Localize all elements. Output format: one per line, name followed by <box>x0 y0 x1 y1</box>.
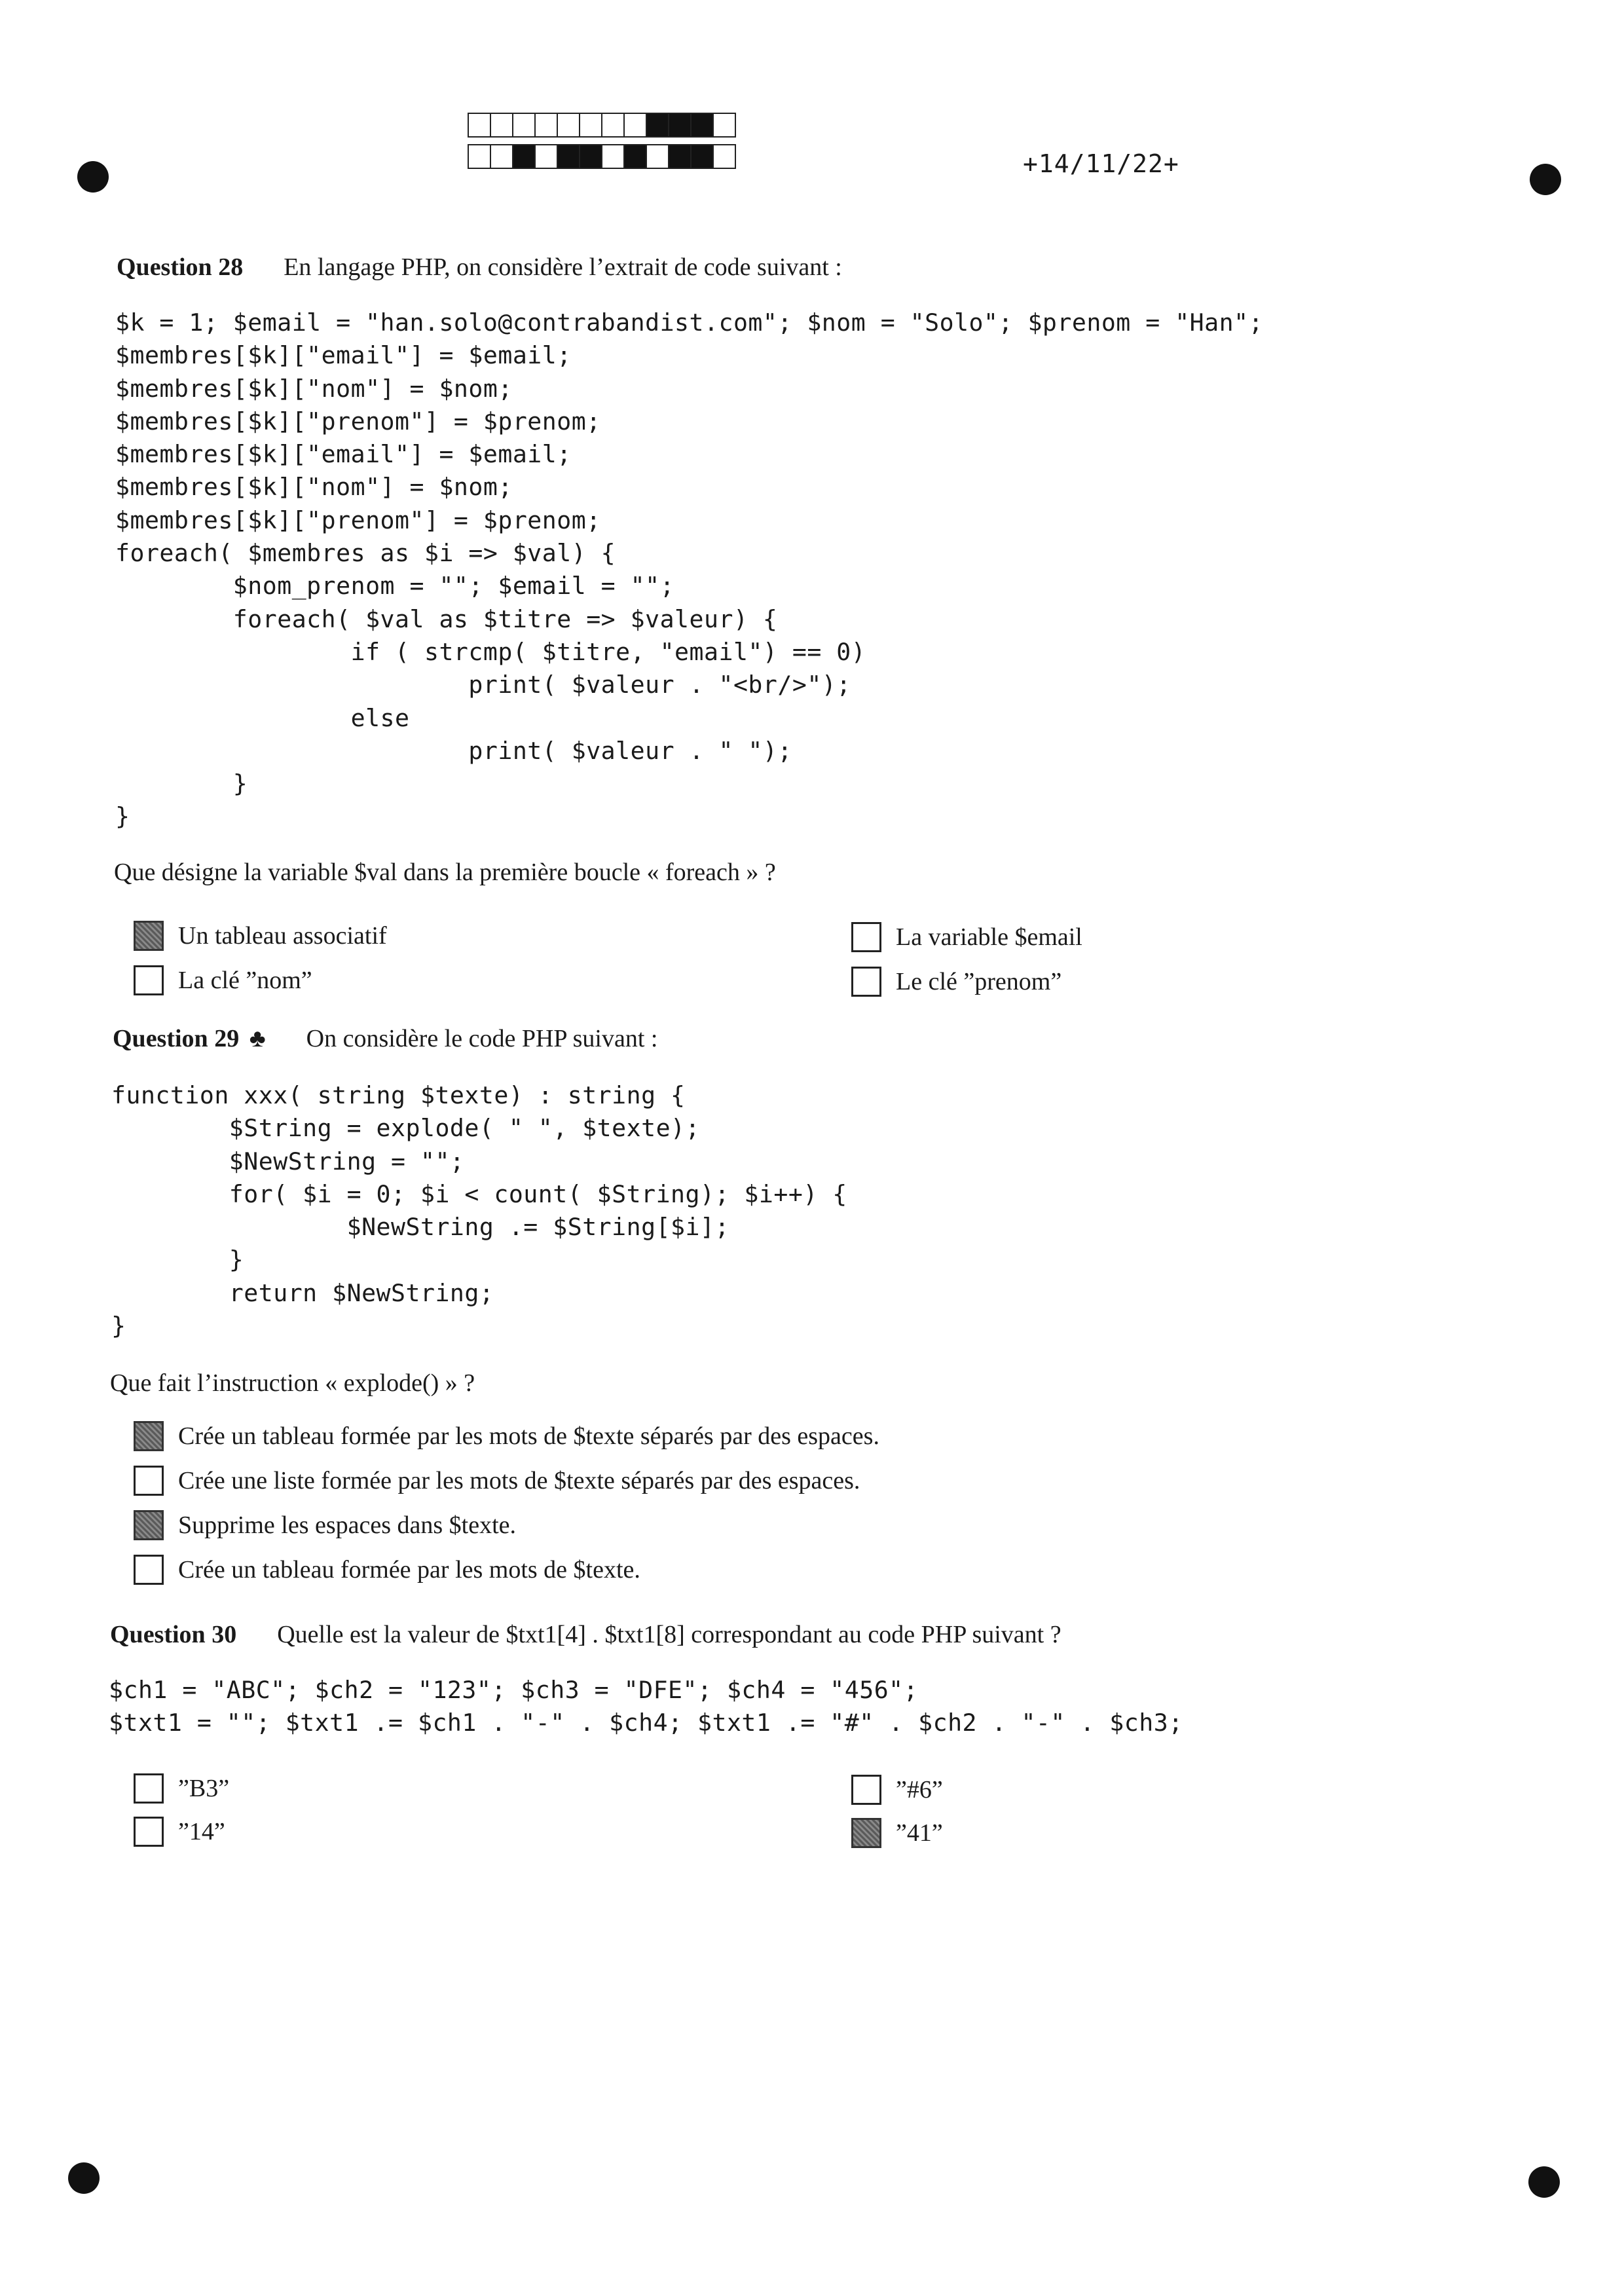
question-30-header <box>110 1620 1061 1649</box>
answer-option[interactable] <box>134 1555 640 1585</box>
answer-option[interactable] <box>134 1466 860 1496</box>
question-intro: En langage PHP, on considère l’extrait de code suivant : <box>284 253 842 281</box>
answer-label: ”41” <box>896 1819 943 1847</box>
checkbox[interactable] <box>851 922 881 952</box>
question-intro: Quelle est la valeur de $txt1[4] . $txt1[8] correspondant au code PHP suivant ? <box>277 1621 1061 1648</box>
question-29-header <box>113 1024 657 1053</box>
answer-option[interactable] <box>851 967 1061 997</box>
checkbox[interactable] <box>134 1510 164 1540</box>
answer-label: ”B3” <box>178 1775 230 1802</box>
question-29-prompt: Que fait l’instruction « explode() » ? <box>110 1369 475 1397</box>
barcode-cell <box>623 113 647 138</box>
answer-label: Un tableau associatif <box>178 922 387 950</box>
answer-label: Crée un tableau formée par les mots de $texte séparés par des espaces. <box>178 1422 879 1450</box>
answer-label: Crée une liste formée par les mots de $texte séparés par des espaces. <box>178 1467 860 1494</box>
barcode-cell <box>646 144 669 169</box>
answer-label: La variable $email <box>896 923 1082 951</box>
question-28-prompt: Que désigne la variable $val dans la première boucle « foreach » ? <box>114 859 776 886</box>
question-number <box>113 1025 266 1052</box>
answer-option[interactable] <box>134 1817 225 1847</box>
question-intro: On considère le code PHP suivant : <box>306 1025 658 1052</box>
barcode-cell <box>579 113 602 138</box>
barcode-cell <box>534 144 558 169</box>
question-28-code: $k = 1; $email = "han.solo@contrabandist.com"; $nom = "Solo"; $prenom = "Han"; $membres[$k]["email"] = $email; $membres[$k]["nom"] = $nom; $membres[$k]["prenom"] = $prenom; $membres[$k]["email"] = $email; $membres[$k]["nom"] = $nom; $membres[$k]["prenom"] = $prenom; foreach( $membres as $i => $val) { $nom_prenom = ""; $email = ""; foreach( $val as $titre => $valeur) { if ( strcmp( $titre, "email") == 0) print( $valeur . "<br/>"); else print( $valeur . " "); } } <box>115 308 1264 831</box>
barcode-cell <box>490 113 513 138</box>
barcode-cell <box>601 113 625 138</box>
club-icon: ♣ <box>249 1025 266 1052</box>
barcode-cell <box>557 144 580 169</box>
question-number: Question 28 <box>117 253 244 281</box>
barcode-cell <box>557 113 580 138</box>
checkbox[interactable] <box>134 1773 164 1804</box>
barcode-cell <box>712 144 736 169</box>
checkbox[interactable] <box>134 1555 164 1585</box>
barcode-cell <box>712 113 736 138</box>
barcode-cell <box>668 113 692 138</box>
barcode-row-2 <box>469 144 736 169</box>
barcode-cell <box>601 144 625 169</box>
answer-option[interactable] <box>851 1775 943 1805</box>
registration-mark-top-right <box>1530 164 1561 195</box>
answer-label: Supprime les espaces dans $texte. <box>178 1511 517 1539</box>
question-29-code: function xxx( string $texte) : string { $String = explode( " ", $texte); $NewString = ""; for( $i = 0; $i < count( $String); $i++) { $NewString .= $String[$i]; } return $NewString; } <box>111 1081 847 1341</box>
question-30-code: $ch1 = "ABC"; $ch2 = "123"; $ch3 = "DFE"; $ch4 = "456"; $txt1 = ""; $txt1 .= $ch1 . "-" . $ch4; $txt1 .= "#" . $ch2 . "-" . $ch3; <box>109 1676 1183 1737</box>
answer-label: ”#6” <box>896 1776 943 1804</box>
checkbox[interactable] <box>851 1775 881 1805</box>
registration-mark-top-left <box>77 161 109 193</box>
barcode-cell <box>579 144 602 169</box>
answer-label: Le clé ”prenom” <box>896 968 1062 995</box>
answer-option[interactable] <box>134 921 387 951</box>
barcode-cell <box>512 113 536 138</box>
checkbox[interactable] <box>134 1421 164 1451</box>
barcode-cell <box>512 144 536 169</box>
answer-option[interactable] <box>851 1818 943 1848</box>
page-id: +14/11/22+ <box>1023 149 1179 178</box>
barcode-cell <box>490 144 513 169</box>
checkbox[interactable] <box>851 1818 881 1848</box>
question-28-header <box>117 253 842 282</box>
answer-option[interactable] <box>134 1773 229 1804</box>
answer-label: ”14” <box>178 1818 225 1845</box>
registration-mark-bottom-right <box>1528 2166 1560 2198</box>
barcode-cell <box>646 113 669 138</box>
answer-label: La clé ”nom” <box>178 967 312 994</box>
answer-option[interactable] <box>134 1421 879 1451</box>
checkbox[interactable] <box>134 1817 164 1847</box>
barcode-cell <box>468 144 491 169</box>
answer-option[interactable] <box>134 1510 516 1540</box>
barcode-cell <box>534 113 558 138</box>
barcode-cell <box>690 144 714 169</box>
answer-option[interactable] <box>851 922 1082 952</box>
barcode-cell <box>690 113 714 138</box>
checkbox[interactable] <box>134 921 164 951</box>
answer-label: Crée un tableau formée par les mots de $texte. <box>178 1556 640 1583</box>
question-number-text: Question 29 <box>113 1025 240 1052</box>
barcode-row-1 <box>469 113 736 138</box>
barcode-cell <box>468 113 491 138</box>
checkbox[interactable] <box>851 967 881 997</box>
barcode-cell <box>668 144 692 169</box>
registration-mark-bottom-left <box>68 2162 100 2194</box>
checkbox[interactable] <box>134 965 164 995</box>
question-number: Question 30 <box>110 1621 237 1648</box>
checkbox[interactable] <box>134 1466 164 1496</box>
barcode-cell <box>623 144 647 169</box>
answer-option[interactable] <box>134 965 312 995</box>
